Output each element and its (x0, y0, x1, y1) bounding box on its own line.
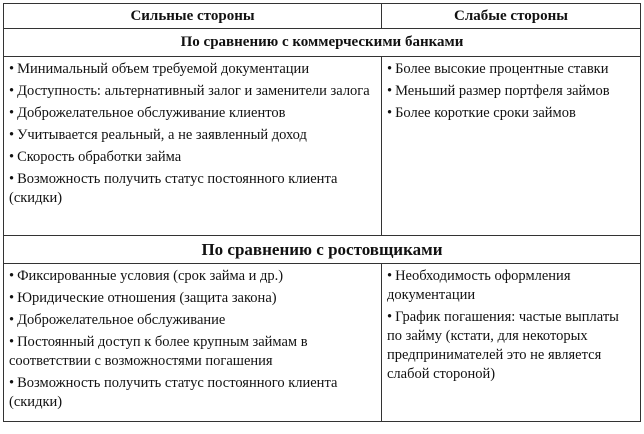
strengths-cell (4, 57, 382, 236)
list-item-text: Более высокие процентные ставки (395, 61, 609, 77)
bullet: • (387, 83, 393, 99)
bullet: • (9, 334, 15, 350)
strengths-list (4, 57, 381, 217)
table-header-row (4, 4, 641, 29)
list-item-text: Меньший размер портфеля займов (395, 83, 610, 99)
list-item-text: Юридические отношения (защита закона) (17, 290, 277, 306)
list-item (9, 82, 377, 101)
bullet: • (9, 61, 15, 77)
list-item-text: Скорость обработки займа (17, 149, 182, 165)
bullet: • (387, 309, 393, 325)
bullet: • (9, 375, 15, 391)
bullet: • (9, 312, 15, 328)
weaknesses-list (382, 57, 640, 132)
bullet: • (9, 105, 15, 121)
bullet: • (9, 171, 15, 187)
list-item (9, 333, 377, 371)
weaknesses-cell (382, 57, 641, 236)
list-item-text: Более короткие сроки займов (395, 105, 576, 121)
list-item (9, 267, 377, 286)
strengths-list (4, 264, 381, 421)
bullet: • (387, 61, 393, 77)
section-title-banks: По сравнению с коммерческими банками (4, 29, 641, 57)
list-item (387, 82, 636, 101)
list-item (9, 289, 377, 308)
header-weaknesses: Слабые стороны (382, 4, 641, 29)
list-item (387, 267, 636, 305)
weaknesses-list (382, 264, 640, 393)
list-item (9, 374, 377, 412)
list-item-text: Возможность получить статус постоянного клиента (скидки) (9, 171, 338, 206)
bullet: • (9, 149, 15, 165)
list-item-text: Возможность получить статус постоянного клиента (скидки) (9, 375, 338, 410)
section-row-usurers (4, 236, 641, 264)
bullet: • (387, 268, 393, 284)
weaknesses-cell (382, 264, 641, 422)
list-item-text: Минимальный объем требуемой документации (17, 61, 310, 77)
list-item (9, 148, 377, 167)
list-item (387, 104, 636, 123)
list-item-text: Необходимость оформления документации (387, 268, 571, 303)
list-item-text: Доброжелательное обслуживание клиентов (17, 105, 286, 121)
list-item-text: Учитывается реальный, а не заявленный доход (17, 127, 307, 143)
table-row (4, 57, 641, 236)
bullet: • (9, 83, 15, 99)
list-item-text: Доступность: альтернативный залог и заменители залога (17, 83, 370, 99)
list-item (9, 126, 377, 145)
list-item-text: Доброжелательное обслуживание (17, 312, 226, 328)
list-item (9, 104, 377, 123)
comparison-table (3, 3, 641, 422)
header-strengths: Сильные стороны (4, 4, 382, 29)
list-item-text: Фиксированные условия (срок займа и др.) (17, 268, 284, 284)
list-item-text: График погашения: частые выплаты по займу (кстати, для некоторых предпринимателей это не является слабой стороной) (387, 309, 619, 382)
list-item (9, 60, 377, 79)
strengths-cell (4, 264, 382, 422)
list-item-text: Постоянный доступ к более крупным займам в соответствии с возможностями погашения (9, 334, 308, 369)
bullet: • (9, 268, 15, 284)
table-row (4, 264, 641, 422)
bullet: • (9, 290, 15, 306)
bullet: • (387, 105, 393, 121)
section-row-banks (4, 29, 641, 57)
list-item (387, 60, 636, 79)
list-item (9, 170, 377, 208)
section-title-usurers: По сравнению с ростовщиками (4, 236, 641, 264)
list-item (9, 311, 377, 330)
list-item (387, 308, 636, 384)
bullet: • (9, 127, 15, 143)
